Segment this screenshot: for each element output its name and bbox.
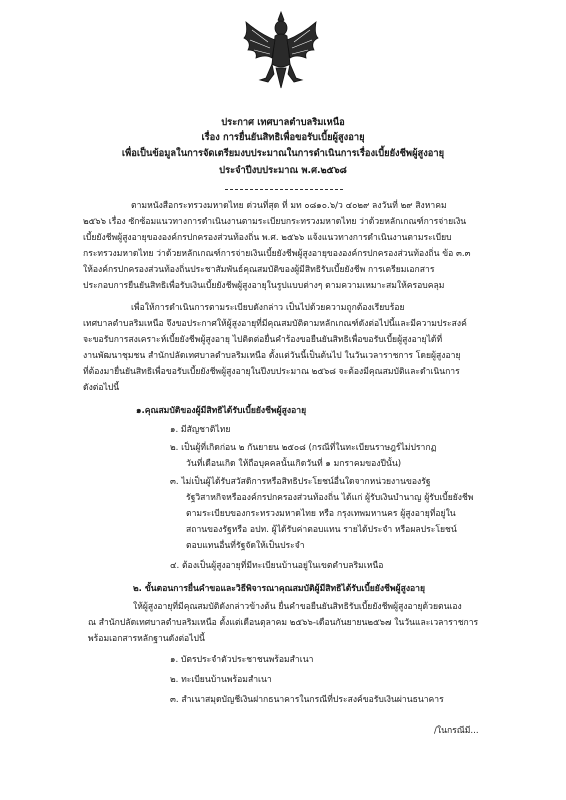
qualification-item: ๓. ไม่เป็นผู้ได้รับสวัสดิการหรือสิทธิประโยชน์อื่นใดจากหน่วยงานของรัฐ	[170, 477, 431, 487]
continuation-note: /ในกรณีมี...	[434, 726, 479, 736]
header-divider	[225, 189, 343, 190]
subject-line: เรื่อง การยื่นยันสิทธิเพื่อขอรับเบี้ยผู้สูงอายุ	[201, 132, 365, 143]
qualification-item: ๑. มีสัญชาติไทย	[170, 425, 231, 435]
qualification-item: รัฐวิสาหกิจหรือองค์กรปกครองส่วนท้องถิ่น ได้แก่ ผู้รับเงินบำนาญ ผู้รับเบี้ยยังชีพ	[186, 493, 474, 503]
qualification-item: ๒. เป็นผู้ที่เกิดก่อน ๒ กันยายน ๒๕๐๘ (กรณีที่ในทะเบียนราษฎร์ไม่ปรากฏ	[170, 443, 437, 453]
paragraph-line: ประกอบการยืนยันสิทธิเพื่อรับเงินเบี้ยยังชีพผู้สูงอายุในรูปแบบต่างๆ ตามความเหมาะสมให้ครอบคลุม	[83, 281, 445, 291]
document-item: ๑. บัตรประจำตัวประชาชนพร้อมสำเนา	[170, 655, 314, 665]
paragraph-line: ให้องค์กรปกครองส่วนท้องถิ่นประชาสัมพันธ์คุณสมบัติของผู้มีสิทธิรับเบี้ยยังชีพ การเตรียมเอกสาร	[83, 265, 435, 275]
paragraph-line: ที่ต้องมายื่นยันสิทธิเพื่อขอรับเบี้ยยังชีพผู้สูงอายุในปีงบประมาณ ๒๕๖๘ จะต้องมีคุณสมบัติและดำเนินการ	[83, 367, 460, 377]
paragraph-line: เทศบาลตำบลริมเหนือ จึงขอประกาศให้ผู้สูงอายุที่มีคุณสมบัติตามหลักเกณฑ์ดังต่อไปนี้และมีความประสงค์	[83, 319, 467, 329]
qualification-item: ตอบแทนอื่นที่รัฐจัดให้เป็นประจำ	[186, 541, 305, 551]
fiscal-year-line: ประจำปีงบประมาณ พ.ศ.๒๕๖๘	[219, 165, 347, 176]
announcement-title: ประกาศ เทศบาลตำบลริมเหนือ	[221, 117, 345, 128]
qualification-item: ๔. ต้องเป็นผู้สูงอายุที่มีทะเบียนบ้านอยู่ในเขตตำบลริมเหนือ	[170, 561, 384, 571]
document-item: ๒. ทะเบียนบ้านพร้อมสำเนา	[170, 675, 272, 685]
procedure-line: พร้อมเอกสารหลักฐานดังต่อไปนี้	[88, 634, 205, 644]
paragraph-line: ดังต่อไปนี้	[83, 383, 120, 393]
paragraph-line: งานพัฒนาชุมชน สำนักปลัดเทศบาลตำบลริมเหนือ ตั้งแต่วันนี้เป็นต้นไป ในวันเวลาราชการ โดยผู้สูงอายุ	[83, 351, 461, 361]
paragraph-line: เบี้ยยังชีพผู้สูงอายุขององค์กรปกครองส่วนท้องถิ่น พ.ศ. ๒๕๖๖ แจ้งแนวทางการดำเนินงานตามระเบียบ	[83, 233, 452, 243]
section2-title: ๒. ขั้นตอนการยื่นคำขอและวิธีพิจารณาคุณสมบัติผู้มีสิทธิได้รับเบี้ยยังชีพผู้สูงอายุ	[133, 584, 426, 594]
qualification-item: สถานของรัฐหรือ อปท. ผู้ได้รับค่าตอบแทน รายได้ประจำ หรือผลประโยชน์	[186, 525, 457, 535]
document-item: ๓. สำเนาสมุดบัญชีเงินฝากธนาคารในกรณีที่ประสงค์ขอรับเงินผ่านธนาคาร	[170, 695, 444, 705]
garuda-emblem-icon	[238, 8, 324, 94]
paragraph-line: ๒๕๖๖ เรื่อง ซักซ้อมแนวทางการดำเนินงานตามระเบียบกระทรวงมหาดไทย ว่าด้วยหลักเกณฑ์การจ่ายเงิน	[83, 217, 467, 227]
qualification-item: วันที่เดือนเกิด ให้ถือบุคคลนั้นเกิดวันที่ ๑ มกราคมของปีนั้น)	[186, 459, 402, 469]
qualification-item: ตามระเบียบของกระทรวงมหาดไทย หรือ กรุงเทพมหานคร ผู้สูงอายุที่อยู่ใน	[186, 509, 456, 519]
paragraph-line: กระทรวงมหาดไทย ว่าด้วยหลักเกณฑ์การจ่ายเงินเบี้ยยังชีพผู้สูงอายุขององค์กรปกครองส่วนท้องถิ่น ข้อ ๓.๓	[83, 249, 471, 259]
purpose-line: เพื่อเป็นข้อมูลในการจัดเตรียมงบประมาณในการดำเนินการเรื่องเบี้ยยังชีพผู้สูงอายุ	[121, 148, 445, 159]
paragraph-line: จะขอรับการสงเคราะห์เบี้ยยังชีพผู้สูงอายุ ไปติดต่อยื่นคำร้องขอยืนยันสิทธิเพื่อขอรับเบี้ยผู้สูงอายุได้ที่	[83, 335, 443, 345]
procedure-line: ณ สำนักปลัดเทศบาลตำบลริมเหนือ ตั้งแต่เดือนตุลาคม ๒๕๖๖-เดือนกันยายน๒๕๖๗ ในวันและเวลาราชการ	[88, 618, 479, 628]
procedure-line: ให้ผู้สูงอายุที่มีคุณสมบัติดังกล่าวข้างต้น ยื่นคำขอยืนยันสิทธิรับเบี้ยยังชีพผู้สูงอายุด้วยตนเอง	[133, 602, 462, 612]
paragraph-line: เพื่อให้การดำเนินการตามระเบียบดังกล่าว เป็นไปด้วยความถูกต้องเรียบร้อย	[131, 303, 405, 313]
section1-title: ๑.คุณสมบัติของผู้มีสิทธิได้รับเบี้ยยังชีพผู้สูงอายุ	[136, 406, 307, 416]
paragraph-line: ตามหนังสือกระทรวงมหาดไทย ด่วนที่สุด ที่ มท ๐๘๑๐.๖/ว ๔๐๒๙ ลงวันที่ ๒๙ สิงหาคม	[131, 201, 447, 211]
